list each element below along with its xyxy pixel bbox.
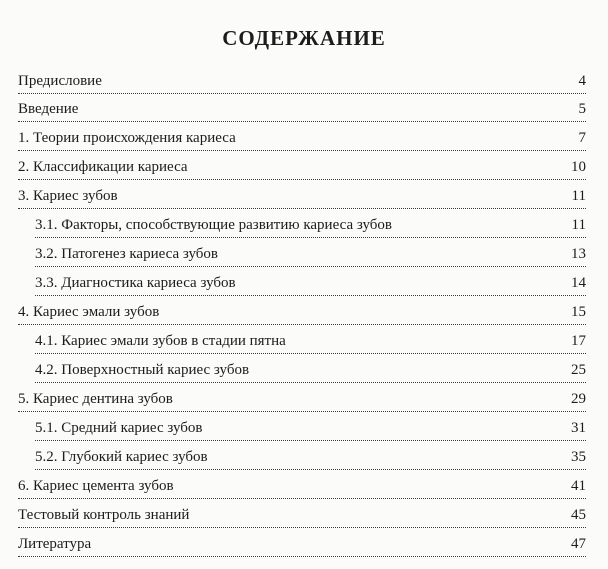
toc-entry (18, 382, 586, 412)
toc-entry (18, 150, 586, 180)
toc-entry (18, 64, 586, 94)
toc-entry-label: Тестовый контроль знаний (18, 507, 190, 523)
toc-entry-page: 29 (571, 391, 586, 407)
toc-entry-label: 4.1. Кариес эмали зубов в стадии пятна (35, 333, 286, 349)
toc-entry-label: 3. Кариес зубов (18, 188, 118, 204)
toc-entry-page: 13 (571, 246, 586, 262)
toc-entry-page: 45 (571, 507, 586, 523)
toc-entry (18, 469, 586, 499)
toc-entry-page: 41 (571, 478, 586, 494)
toc-entry (35, 266, 586, 296)
toc-entry-page: 35 (571, 449, 586, 465)
toc-entry-label: 3.1. Факторы, способствующие развитию кариеса зубов (35, 217, 392, 233)
toc-entry (35, 208, 586, 238)
toc-entry (35, 324, 586, 354)
toc-entry-page: 25 (571, 362, 586, 378)
toc-entry-page: 14 (571, 275, 586, 291)
toc-entry (35, 353, 586, 383)
toc-entry-label: Литература (18, 536, 92, 552)
toc-entry-label: Введение (18, 101, 79, 117)
toc-entry-label: 5. Кариес дентина зубов (18, 391, 173, 407)
toc-entry-label: 4. Кариес эмали зубов (18, 304, 160, 320)
toc-entry (18, 295, 586, 325)
toc-title: СОДЕРЖАНИЕ (222, 26, 386, 50)
toc-entry-label: 4.2. Поверхностный кариес зубов (35, 362, 250, 378)
toc-entry-label: 1. Теории происхождения кариеса (18, 130, 236, 146)
toc-entry-label: 5.2. Глубокий кариес зубов (35, 449, 208, 465)
toc-entry (18, 92, 586, 122)
toc-entry-label: 2. Классификации кариеса (18, 159, 188, 175)
toc-entry-page: 31 (571, 420, 586, 436)
toc-entry-page: 47 (571, 536, 586, 552)
toc-entry (18, 121, 586, 151)
toc-entry-page: 7 (578, 130, 586, 146)
toc-entry-label: Предисловие (18, 73, 102, 89)
toc-entry (35, 411, 586, 441)
toc-entry (18, 179, 586, 209)
toc-entry-label: 3.3. Диагностика кариеса зубов (35, 275, 236, 291)
toc-entry-page: 17 (571, 333, 586, 349)
toc-entry (35, 237, 586, 267)
toc-entry-label: 3.2. Патогенез кариеса зубов (35, 246, 219, 262)
toc-entry-page: 11 (571, 188, 586, 204)
toc-entry-label: 5.1. Средний кариес зубов (35, 420, 203, 436)
toc-entry-page: 15 (571, 304, 586, 320)
toc-entry-page: 5 (578, 101, 586, 117)
toc-entry (18, 527, 586, 557)
toc-entry (35, 440, 586, 470)
toc-entry-page: 10 (571, 159, 586, 175)
toc-entry (18, 498, 586, 528)
toc-entry-page: 4 (578, 73, 586, 89)
toc-entry-label: 6. Кариес цемента зубов (18, 478, 174, 494)
toc-entry-page: 11 (571, 217, 586, 233)
